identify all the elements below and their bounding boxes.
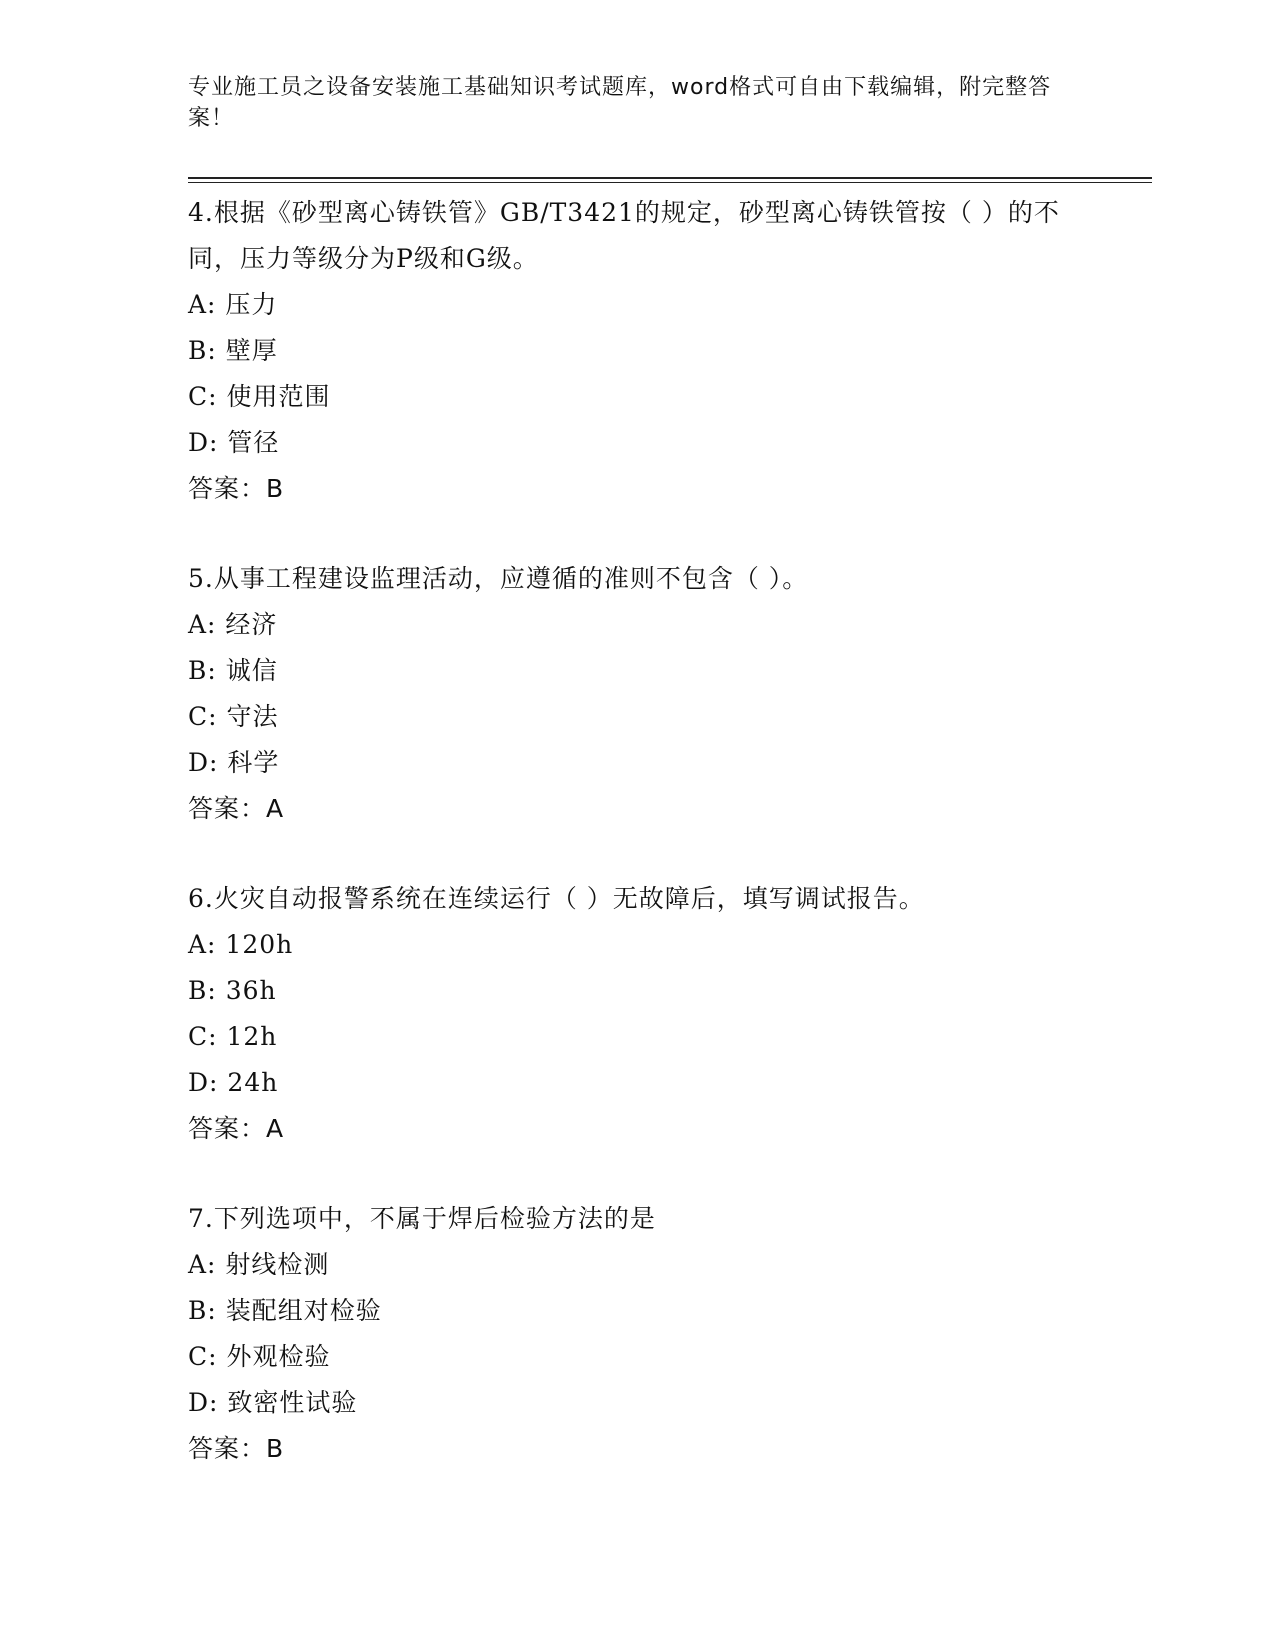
question-5 (188, 556, 1088, 832)
option-b: B: 壁厚 (188, 336, 278, 365)
option-d: D: 致密性试验 (188, 1388, 358, 1417)
question-list (188, 190, 1088, 1516)
option-a: A: 120h (188, 930, 294, 959)
option-c: C: 使用范围 (188, 382, 331, 411)
option-d: D: 24h (188, 1068, 279, 1097)
question-7 (188, 1196, 1088, 1472)
option-c: C: 12h (188, 1022, 278, 1051)
question-6 (188, 876, 1088, 1152)
question-stem: 7.下列选项中，不属于焊后检验方法的是 (188, 1204, 656, 1233)
option-c: C: 外观检验 (188, 1342, 331, 1371)
question-stem: 5.从事工程建设监理活动，应遵循的准则不包含（ ）。 (188, 564, 809, 593)
option-a: A: 经济 (188, 610, 278, 639)
question-stem: 4.根据《砂型离心铸铁管》GB/T3421的规定，砂型离心铸铁管按（ ）的不同，压力等级分为P级和G级。 (188, 198, 1060, 273)
answer-label: 答案：B (188, 474, 285, 503)
option-d: D: 科学 (188, 748, 280, 777)
option-b: B: 装配组对检验 (188, 1296, 382, 1325)
answer-label: 答案：A (188, 794, 285, 823)
option-b: B: 36h (188, 976, 277, 1005)
document-header: 专业施工员之设备安装施工基础知识考试题库，word格式可自由下载编辑，附完整答案！ (188, 75, 1052, 131)
answer-label: 答案：B (188, 1434, 285, 1463)
option-a: A: 压力 (188, 290, 278, 319)
answer-label: 答案：A (188, 1114, 285, 1143)
question-4 (188, 190, 1088, 512)
question-stem: 6.火灾自动报警系统在连续运行（ ）无故障后，填写调试报告。 (188, 884, 925, 913)
header-divider-thin (188, 182, 1152, 183)
option-b: B: 诚信 (188, 656, 278, 685)
option-c: C: 守法 (188, 702, 279, 731)
option-a: A: 射线检测 (188, 1250, 330, 1279)
header-divider-thick (188, 177, 1152, 179)
option-d: D: 管径 (188, 428, 280, 457)
